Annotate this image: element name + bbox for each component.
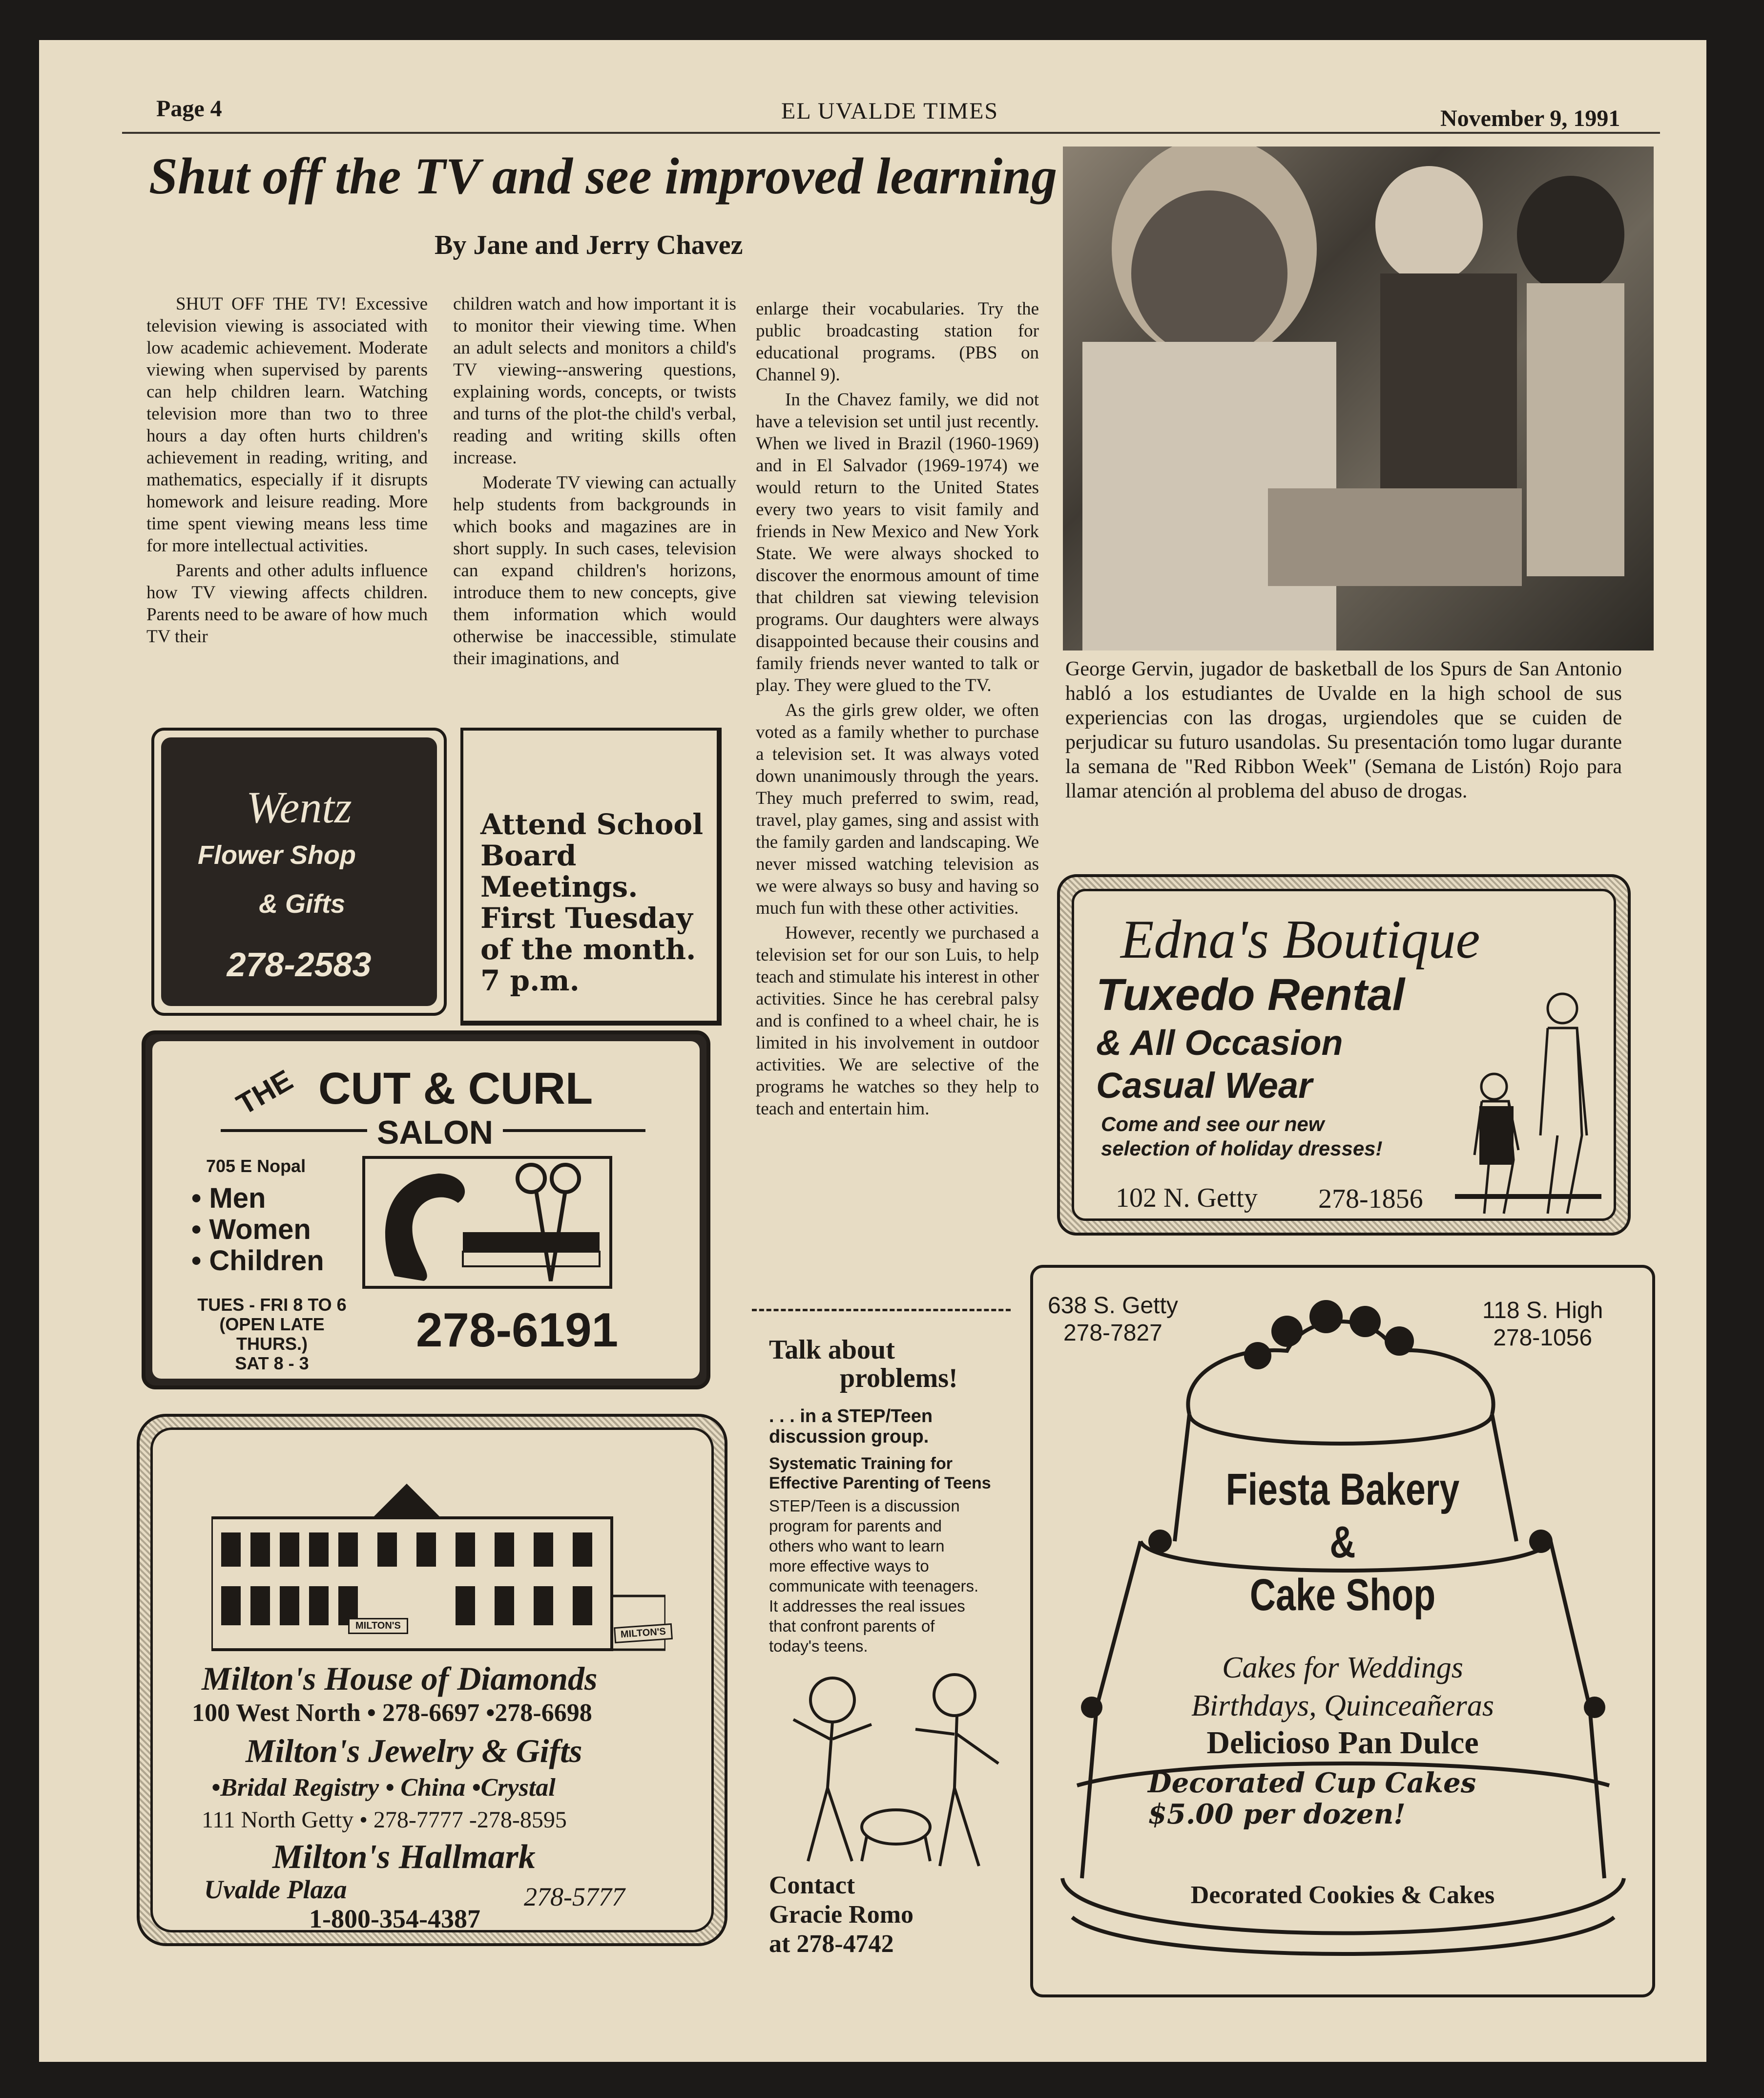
page-number: Page 4: [156, 96, 222, 122]
milton-name-3: Milton's Hallmark: [272, 1838, 536, 1876]
fiesta-bakery-ad: [1030, 1265, 1655, 1997]
cut-curl-list: [191, 1183, 324, 1277]
school-board-text: Attend School Board Meetings. First Tuesday of the month. 7 p.m.: [480, 808, 704, 997]
fiesta-name-line: Fiesta Bakery: [1225, 1465, 1460, 1514]
step-ad: [769, 1336, 1023, 1959]
article-byline: By Jane and Jerry Chavez: [435, 230, 743, 260]
edna-line1: Tuxedo Rental: [1096, 970, 1405, 1020]
hours-line: TUES - FRI 8 TO 6: [197, 1295, 347, 1315]
step-body: STEP/Teen is a discussion program for parents and others who want to learn more effective ways to communicate with teenagers. It addresses the real issues that confront parents of today's teens.: [769, 1497, 979, 1655]
issue-date: November 9, 1991: [1440, 105, 1620, 131]
hours-line: SAT 8 - 3: [235, 1353, 309, 1373]
list-item: • Women: [191, 1214, 311, 1245]
paragraph: In the Chavez family, we did not have a television set until just recently. When we lived in Brazil (1960-1969) and in El Salvador (1969-1974) we would return to the United States every two years to visit family and friends in New Mexico and New York State. We were always shocked to discover the enormous amount of time that children sat viewing television programs. Our daughters were always disappointed because their cousins and family friends never wanted to talk or play. They were glued to the TV.: [756, 390, 1039, 695]
photo-caption: George Gervin, jugador de basketball de los Spurs de San Antonio habló a los estudiantes de Uvalde en la high school de sus experiencias con las drogas, urgiendoles que se cuiden de perjudicar su futuro usandolas. Su presentación tomo lugar durante la semana de "Red Ribbon Week" (Semana de Listón) Rojo para llamar atención al problema del abuso de drogas.: [1065, 658, 1622, 802]
fiesta-cookies: Decorated Cookies & Cakes: [1190, 1881, 1495, 1909]
edna-line3: Casual Wear: [1096, 1065, 1312, 1106]
milton-plaza-phone: 278-5777: [524, 1882, 625, 1911]
cut-curl-address: 705 E Nopal: [206, 1156, 306, 1176]
contact-line: Gracie Romo: [769, 1901, 914, 1929]
milton-ad: [137, 1414, 727, 1946]
paragraph: enlarge their vocabularies. Try the public broadcasting station for educational programs. (PBS on Channel 9).: [756, 299, 1039, 385]
service-line: $5.00 per dozen!: [1148, 1798, 1406, 1830]
edna-phone: 278-1856: [1318, 1184, 1423, 1214]
edna-ad: [1057, 874, 1631, 1236]
contact-line: Contact: [769, 1871, 855, 1899]
step-title: [769, 1336, 1023, 1392]
edna-address: 102 N. Getty: [1116, 1183, 1258, 1213]
fiesta-name-line: Cake Shop: [1249, 1570, 1436, 1620]
cut-curl-salon: SALON: [367, 1113, 503, 1152]
edna-promo: Come and see our new selection of holiday dresses!: [1101, 1112, 1383, 1160]
fiesta-services: [1033, 1649, 1652, 1725]
milton-plaza: Uvalde Plaza: [204, 1875, 347, 1904]
fiesta-pan-dulce: Delicioso Pan Dulce: [1206, 1725, 1479, 1761]
cut-curl-name: CUT & CURL: [318, 1064, 593, 1113]
arguing-people-illustration: [769, 1666, 1023, 1871]
article-column-1: [146, 293, 428, 650]
fiesta-cupcakes: [1148, 1767, 1476, 1830]
paragraph: As the girls grew older, we often voted as a family whether to purchase a television set. It was always voted down unanimously through the years. They much preferred to swim, read, travel, play games, sing and assist with the family garden and landscaping. We never missed watching television as we were always so busy and having so much fun with these other activities.: [756, 700, 1039, 918]
article-column-2: [453, 293, 736, 672]
news-photo: [1063, 147, 1654, 650]
address: 638 S. Getty: [1048, 1293, 1178, 1319]
fiesta-name-line: &: [1329, 1517, 1356, 1567]
wentz-line1: Flower Shop: [198, 840, 356, 870]
edna-name: Edna's Boutique: [1121, 909, 1480, 970]
tuxedo-men-illustration: [1455, 989, 1601, 1218]
milton-tollfree: 1-800-354-4387: [309, 1904, 480, 1933]
address: 118 S. High: [1482, 1298, 1603, 1323]
fiesta-name: [1095, 1463, 1590, 1621]
section-divider: [752, 1309, 1011, 1311]
step-title-line: Talk about: [769, 1335, 895, 1365]
hours-line: (OPEN LATE THURS.): [219, 1314, 325, 1354]
paragraph: SHUT OFF THE TV! Excessive television viewing is associated with low academic achievement. Moderate viewing when supervised by parents can help children learn. Watching television more than two to three hours a day often hurts children's achievement in reading, writing, and mathematics, especially if it disrupts homework and leisure reading. More time spent viewing means less time for more intellectual activities.: [146, 294, 428, 556]
list-item: • Children: [191, 1245, 324, 1277]
milton-sign: MILTON'S: [348, 1618, 408, 1634]
building-illustration: [211, 1479, 665, 1655]
paragraph: Moderate TV viewing can actually help students from backgrounds in which books and magazines are in short supply. In such cases, television can expand children's horizons, introduce them to new concepts, give them information which would otherwise be inaccessible, stimulate their imaginations, and: [453, 473, 736, 669]
school-board-ad: [460, 728, 722, 1026]
service-line: Decorated Cup Cakes: [1148, 1767, 1476, 1799]
cut-curl-the: THE: [231, 1063, 298, 1121]
cut-curl-hours: [182, 1295, 362, 1373]
step-title-line: problems!: [840, 1363, 958, 1393]
milton-addr-2: 111 North Getty • 278-7777 -278-8595: [202, 1807, 567, 1833]
wentz-line2: & Gifts: [259, 889, 346, 919]
phone: 278-1056: [1493, 1325, 1593, 1351]
article-headline: Shut off the TV and see improved learning: [149, 147, 1058, 205]
step-program: Systematic Training for Effective Parenting of Teens: [769, 1454, 991, 1492]
fiesta-location-1: [1048, 1292, 1178, 1347]
milton-sign: MILTON'S: [614, 1623, 673, 1643]
milton-addr-1: 100 West North • 278-6697 •278-6698: [192, 1699, 592, 1727]
step-contact: [769, 1871, 1023, 1959]
scissors-comb-icon: [362, 1156, 612, 1289]
paragraph: children watch and how important it is to monitor their viewing time. When an adult selects and monitors a child's TV viewing--answering questions, explaining words, concepts, or twists and turns of the plot-the child's verbal, reading and writing skills often increase.: [453, 294, 736, 468]
milton-services: •Bridal Registry • China •Crystal: [211, 1774, 556, 1802]
article-column-3: [756, 298, 1039, 1123]
paragraph: However, recently we purchased a television set for our son Luis, to help teach and stimulate his interest in other activities. Since he has cerebral palsy and is confined to a wheel chair, he is limited in his involvement in outdoor activities. We are selective of the programs he watches so they help to teach and entertain him.: [756, 923, 1039, 1119]
header-rule: [122, 132, 1660, 134]
phone: 278-7827: [1063, 1320, 1162, 1346]
step-subtitle: . . . in a STEP/Teen discussion group.: [769, 1406, 933, 1447]
cut-curl-phone: 278-6191: [416, 1303, 619, 1357]
fiesta-location-2: [1482, 1297, 1603, 1352]
contact-line: at 278-4742: [769, 1930, 894, 1958]
service-line: Cakes for Weddings: [1222, 1651, 1463, 1684]
cut-curl-ad: [142, 1030, 710, 1389]
service-line: Birthdays, Quinceañeras: [1191, 1689, 1494, 1722]
wentz-name: Wentz: [246, 782, 352, 832]
edna-line2: & All Occasion: [1096, 1024, 1343, 1063]
paragraph: Parents and other adults influence how TV viewing affects children. Parents need to be aware of how much TV their: [146, 561, 428, 647]
wentz-ad: [151, 728, 447, 1016]
wentz-phone: 278-2583: [227, 945, 372, 984]
list-item: • Men: [191, 1182, 266, 1214]
milton-name-2: Milton's Jewelry & Gifts: [246, 1732, 582, 1769]
paper-name: EL UVALDE TIMES: [781, 98, 999, 124]
milton-name-1: Milton's House of Diamonds: [202, 1660, 598, 1697]
